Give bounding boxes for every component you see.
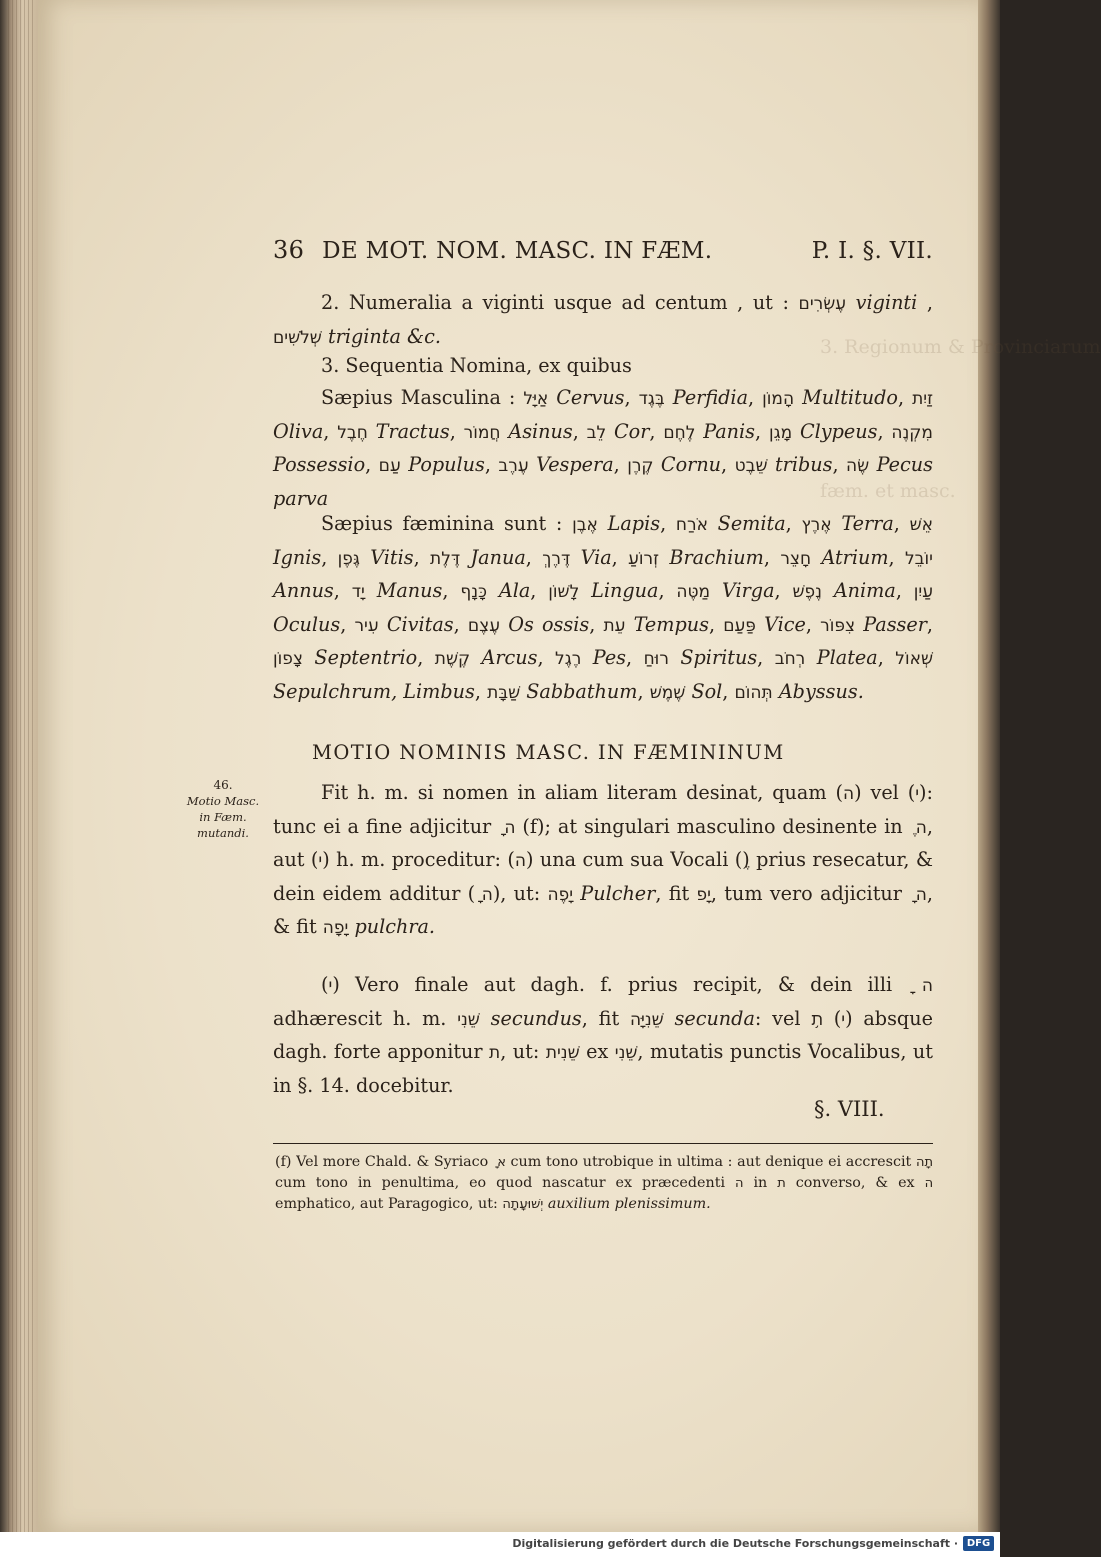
feminine-noun-hebrew: שֶׁמֶשׁ	[649, 682, 686, 703]
masculine-noun-hebrew: לֶחֶם	[663, 422, 696, 443]
feminine-noun-latin: Septentrio	[314, 646, 418, 669]
feminine-noun-latin: Lapis	[607, 512, 661, 535]
feminine-noun-latin: Sol	[691, 679, 723, 703]
masculina-label: Sæpius Masculina :	[321, 386, 516, 409]
masculine-noun-hebrew: קֶרֶן	[627, 456, 654, 476]
feminine-noun-latin: Vitis	[370, 545, 414, 569]
book-edge-right	[978, 0, 1000, 1532]
masculine-noun-hebrew: מִקְנֶה	[891, 422, 933, 443]
masculine-noun-hebrew: אַיָּל	[523, 389, 549, 409]
feminine-noun-latin: Virga	[721, 579, 775, 602]
bleed-through: fæm. et masc.	[820, 480, 956, 502]
feminine-noun-hebrew: גֶּפֶן	[337, 548, 360, 569]
masculine-noun-latin: Oliva	[273, 419, 324, 443]
feminine-noun-latin: Brachium	[669, 545, 764, 569]
masculine-noun-hebrew: חֲמוֹר	[463, 422, 501, 443]
feminine-noun-hebrew: מַטֶּה	[676, 582, 711, 602]
feminine-noun-latin: Sepulchrum, Limbus	[273, 679, 475, 703]
page-number: 36	[273, 236, 305, 264]
feminine-noun-latin: Oculus	[273, 612, 341, 636]
hebrew-word: שְׁלֹשִׁים	[273, 327, 322, 348]
feminine-noun-hebrew: יָד	[351, 582, 365, 602]
masculine-noun-latin: tribus	[774, 453, 833, 476]
feminine-noun-latin: Passer	[863, 612, 927, 636]
masculine-noun-latin: Cornu	[660, 453, 722, 476]
feminine-noun-latin: Manus	[376, 579, 443, 602]
bleed-through: 3. Regionum & Provinciarum	[820, 336, 1101, 358]
masculina-list: Sæpius Masculina : אַיָּל Cervus, בֶּגֶד Perfidia, הָמוֹן Multitudo, זַיִת Oliva, חֶבֶל Tractus, חֲמוֹר Asinus, לֵב Cor, לֶחֶם Panis, מָגֵן Clypeus, מִקְנֶה Possessio, עַם Populus, עֶרֶב Vespera, קֶרֶן Cornu, שֵׁבֶט tribus, שֶׂה Pecus parva	[273, 386, 933, 510]
masculine-noun-hebrew: הָמוֹן	[762, 389, 795, 409]
feminine-noun-latin: Pes	[592, 646, 627, 669]
feminine-noun-hebrew: אֹרַח	[675, 515, 708, 535]
masculine-noun-hebrew: מָגֵן	[768, 422, 793, 443]
paragraph-yod-finale: (י) Vero finale aut dagh. f. prius recipit, & dein illi ה ָ adhærescit h. m. שֵׁנִי secundus, fit שֵׁנִיָּה secunda: vel ת֥ (י) absque dagh. forte apponitur ת, ut: שֵׁנִית ex שֵׁנִי, mutatis punctis Vocalibus, ut in §. 14. docebitur.	[273, 973, 934, 1097]
feminine-noun-latin: Os ossis	[508, 612, 590, 636]
feminine-noun-latin: Civitas	[386, 612, 454, 636]
feminine-noun-latin: Sabbathum	[526, 679, 638, 703]
masculine-noun-latin: Possessio	[273, 453, 366, 476]
paragraph-numeralia: 2. Numeralia a viginti usque ad centum , ut : עֶשְׂרִים viginti , שְׁלֹשִׁים triginta &c.	[273, 291, 933, 348]
hebrew-word: עֶשְׂרִים	[798, 294, 847, 314]
section-reference: P. I. §. VII.	[811, 238, 933, 264]
feminine-noun-hebrew: עֵת	[603, 615, 626, 636]
feminine-noun-latin: Arcus	[481, 646, 538, 669]
feminine-noun-hebrew: אֵשׁ	[909, 515, 933, 535]
masculine-noun-hebrew: עַם	[378, 456, 401, 476]
feminine-noun-hebrew: שַׁבָּת	[487, 682, 521, 703]
feminine-noun-hebrew: נֶפֶשׁ	[792, 582, 822, 602]
footnote-rule	[273, 1143, 933, 1144]
feminina-label: Sæpius fæminina sunt :	[321, 512, 563, 535]
feminine-noun-hebrew: צָפוֹן	[273, 649, 303, 669]
masculine-noun-latin: Tractus	[375, 419, 450, 443]
feminina-list: Sæpius fæminina sunt : אֶבֶן Lapis, אֹרַח Semita, אֶרֶץ Terra, אֵשׁ Ignis, גֶּפֶן Vitis, דֶּלֶת Janua, דֶּרֶךְ Via, זְרוֹעַ Brachium, חָצֵר Atrium, יוֹבֵל Annus, יָד Manus, כָּנָף Ala, לָשׁוֹן Lingua, מַטֶּה Virga, נֶפֶשׁ Anima, עַיִן Oculus, עִיר Civitas, עֶצֶם Os ossis, עֵת Tempus, פַּעַם Vice, צִפּוֹר Passer, צָפוֹן Septentrio, קֶשֶׁת Arcus, רֶגֶל Pes, רוּחַ Spiritus, רְחֹב Platea, שְׁאוֹל Sepulchrum, Limbus, שַׁבָּת Sabbathum, שֶׁמֶשׁ Sol, תְּהוֹם Abyssus.	[273, 512, 934, 703]
feminine-noun-latin: Lingua	[591, 579, 659, 602]
masculine-noun-hebrew: שֶׂה	[846, 456, 870, 476]
feminine-noun-hebrew: רֶגֶל	[555, 649, 582, 669]
feminine-noun-hebrew: רְחֹב	[774, 649, 806, 669]
feminine-noun-latin: Atrium	[821, 545, 889, 569]
running-title: DE MOT. NOM. MASC. IN FÆM.	[322, 238, 713, 264]
margin-note	[180, 777, 266, 841]
feminine-noun-hebrew: שְׁאוֹל	[895, 649, 933, 669]
paragraph-motio: Fit h. m. si nomen in aliam literam desinat, quam (ה) vel (י): tunc ei a fine adjicitur ה ָ (f); at singulari masculino desinente in ה ֶ, aut (י) h. m. proceditur: (ה) una cum sua Vocali () prius resecatur, & dein eidem additur (ה ָ), ut: יָפֶה Pulcher, fit יָפ, tum vero adjicitur ה ָ, & fit יָפָה pulchra.	[273, 781, 934, 938]
feminine-noun-hebrew: תְּהוֹם	[734, 682, 773, 703]
feminine-noun-hebrew: אֶרֶץ	[801, 515, 832, 535]
masculine-noun-latin: Clypeus	[799, 419, 878, 443]
running-header	[273, 236, 933, 272]
feminine-noun-hebrew: דֶּלֶת	[430, 548, 461, 569]
feminine-noun-latin: Terra	[841, 512, 894, 535]
funding-credit: Digitalisierung gefördert durch die Deutsche Forschungsgemeinschaft ·	[512, 1537, 958, 1550]
feminine-noun-latin: Spiritus	[680, 646, 758, 669]
feminine-noun-latin: Annus	[273, 579, 334, 602]
section-title: MOTIO NOMINIS MASC. IN FÆMININUM	[312, 741, 785, 764]
paragraph-sequentia: 3. Sequentia Nomina, ex quibus	[321, 354, 632, 377]
feminine-noun-hebrew: עֶצֶם	[467, 615, 501, 636]
masculine-noun-hebrew: לֵב	[586, 422, 607, 443]
feminine-noun-hebrew: דֶּרֶךְ	[542, 548, 571, 569]
margin-note-text: Motio Masc. in Fæm. mutandi.	[186, 794, 260, 840]
masculine-noun-latin: Cervus	[556, 386, 625, 409]
page-stack-lines	[8, 0, 34, 1532]
feminine-noun-latin: Vice	[764, 612, 806, 636]
feminine-noun-latin: Platea	[816, 646, 878, 669]
feminine-noun-hebrew: יוֹבֵל	[904, 548, 933, 569]
masculine-noun-hebrew: בֶּגֶד	[638, 389, 665, 409]
feminine-noun-latin: Abyssus.	[778, 679, 864, 703]
footnote: (f) Vel more Chald. & Syriaco א ָ cum tono utrobique in ultima : aut denique ei accrescit תָה cum tono in penultima, eo quod nascatur ex præcedenti ה in ת converso, & ex ה emphatico, aut Paragogico, ut: יְשׁוּעָתָה auxilium plenissimum.	[275, 1154, 934, 1212]
masculine-noun-hebrew: חֶבֶל	[337, 422, 368, 443]
feminine-noun-hebrew: עַיִן	[913, 582, 934, 602]
feminine-noun-hebrew: רוּחַ	[643, 649, 669, 669]
masculine-noun-latin: Asinus	[508, 419, 573, 443]
feminine-noun-latin: Tempus	[633, 612, 709, 636]
masculine-noun-latin: Perfidia	[672, 386, 749, 409]
masculine-noun-latin: Vespera	[536, 453, 614, 476]
feminine-noun-hebrew: חָצֵר	[780, 548, 812, 569]
masculine-noun-latin: Populus	[408, 453, 485, 476]
masculine-noun-hebrew: עֶרֶב	[498, 456, 529, 476]
masculine-noun-latin: Cor	[613, 419, 650, 443]
feminine-noun-latin: Ignis	[273, 545, 322, 569]
feminine-noun-latin: Ala	[498, 579, 531, 602]
masculine-noun-latin: Panis	[703, 419, 756, 443]
margin-note-number: 46.	[213, 778, 233, 792]
feminine-noun-hebrew: כָּנָף	[460, 582, 487, 602]
feminine-noun-hebrew: לָשׁוֹן	[548, 582, 580, 602]
masculine-noun-hebrew: זַיִת	[912, 389, 933, 409]
feminine-noun-latin: Anima	[833, 579, 896, 602]
dfg-logo: DFG	[963, 1536, 994, 1551]
feminine-noun-latin: Semita	[717, 512, 786, 535]
feminine-noun-hebrew: אֶבֶן	[572, 515, 598, 535]
feminine-noun-latin: Janua	[470, 545, 526, 569]
feminine-noun-latin: Via	[580, 545, 612, 569]
masculine-noun-latin: Multitudo	[802, 386, 898, 409]
feminine-noun-hebrew: פַּעַם	[723, 615, 756, 636]
feminine-noun-hebrew: זְרוֹעַ	[628, 548, 660, 569]
masculine-noun-latin: Pecus parva	[273, 453, 933, 510]
feminine-noun-hebrew: עִיר	[354, 615, 379, 636]
feminine-noun-hebrew: קֶשֶׁת	[434, 649, 471, 669]
book-page	[38, 0, 978, 1532]
feminine-noun-hebrew: צִפּוֹר	[820, 615, 856, 636]
masculine-noun-hebrew: שֵׁבֶט	[734, 456, 768, 476]
next-section-heading: §. VIII.	[814, 1097, 885, 1121]
